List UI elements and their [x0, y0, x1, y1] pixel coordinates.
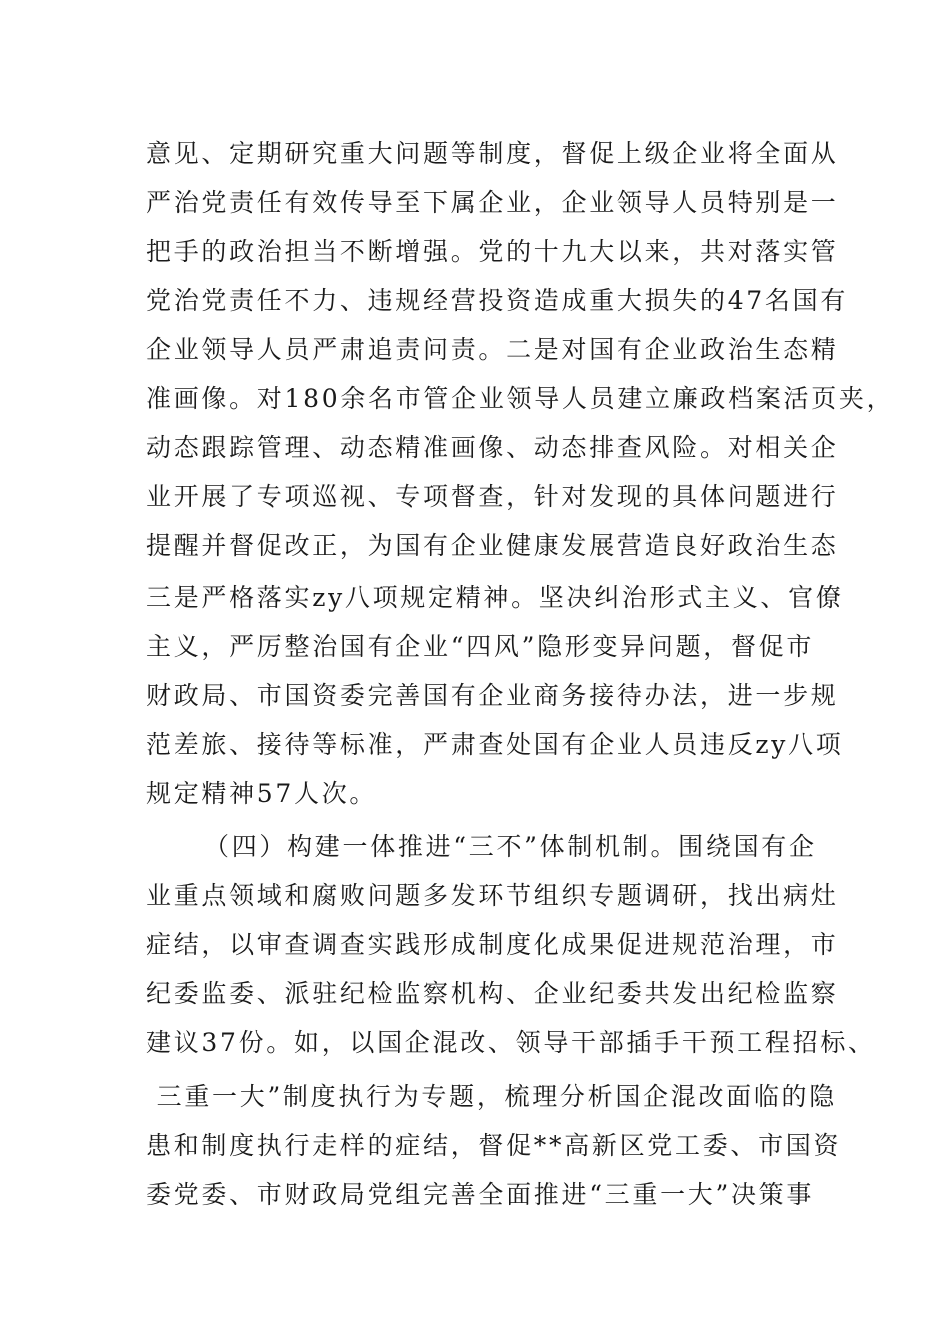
text-line-22: 委党委、市财政局党组完善全面推进“三重一大”决策事: [146, 1180, 815, 1209]
text-line-1: 意见、定期研究重大问题等制度，督促上级企业将全面从: [146, 139, 839, 168]
text-line-9: 提醒并督促改正，为国有企业健康发展营造良好政治生态: [146, 531, 839, 560]
text-line-5: 企业领导人员严肃追责问责。二是对国有企业政治生态精: [146, 335, 839, 364]
text-line-6: 准画像。对180余名市管企业领导人员建立廉政档案活页夹，: [146, 384, 895, 413]
text-line-8: 业开展了专项巡视、专项督查，针对发现的具体问题进行: [146, 482, 839, 511]
text-line-20: 三重一大”制度执行为专题，梳理分析国企混改面临的隐: [146, 1082, 837, 1111]
text-line-4: 党治党责任不力、违规经营投资造成重大损失的47名国有: [146, 286, 849, 315]
text-line-13: 范差旅、接待等标准，严肃查处国有企业人员违反zy八项: [146, 730, 844, 759]
text-line-7: 动态跟踪管理、动态精准画像、动态排查风险。对相关企: [146, 433, 839, 462]
text-line-17: 症结，以审查调查实践形成制度化成果促进规范治理，市: [146, 930, 839, 959]
text-line-10: 三是严格落实zy八项规定精神。坚决纠治形式主义、官僚: [146, 583, 844, 612]
text-line-18: 纪委监委、派驻纪检监察机构、企业纪委共发出纪检监察: [146, 979, 839, 1008]
text-line-3: 把手的政治担当不断增强。党的十九大以来，共对落实管: [146, 237, 839, 266]
text-line-21: 患和制度执行走样的症结，督促**高新区党工委、市国资: [146, 1131, 842, 1160]
text-line-2: 严治党责任有效传导至下属企业，企业领导人员特别是一: [146, 188, 839, 217]
text-line-11: 主义，严厉整治国有企业“四风”隐形变异问题，督促市: [146, 632, 815, 661]
text-line-12: 财政局、市国资委完善国有企业商务接待办法，进一步规: [146, 681, 839, 710]
section-heading-line: （四）构建一体推进“三不”体制机制。围绕国有企: [204, 832, 817, 861]
text-line-14: 规定精神57人次。: [146, 779, 378, 808]
text-line-19: 建议37份。如，以国企混改、领导干部插手干预工程招标、: [146, 1028, 876, 1057]
text-line-16: 业重点领域和腐败问题多发环节组织专题调研，找出病灶: [146, 881, 839, 910]
